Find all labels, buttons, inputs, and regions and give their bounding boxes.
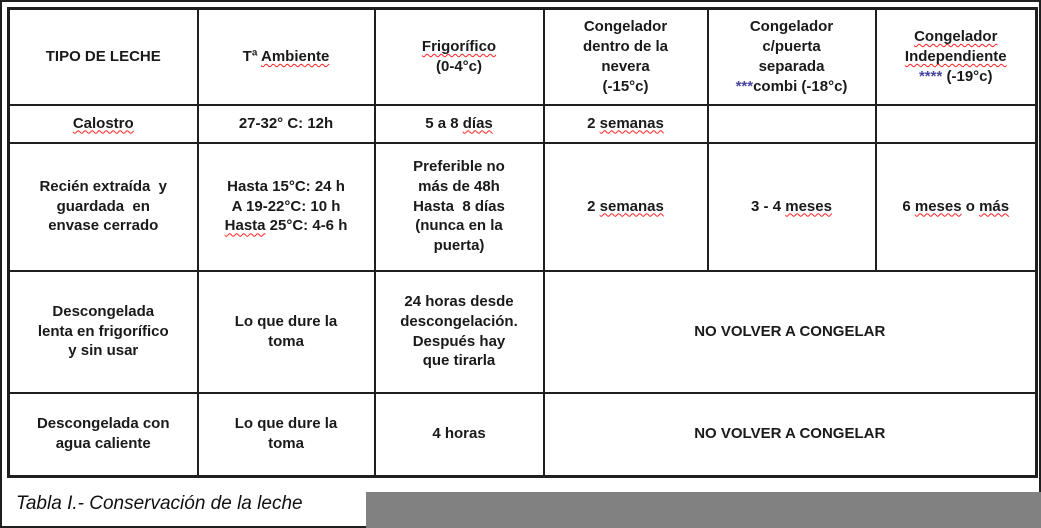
misspelled-word: Independiente bbox=[904, 47, 1007, 65]
text-segment: nevera bbox=[601, 57, 650, 75]
text-segment: NO VOLVER A CONGELAR bbox=[694, 322, 886, 340]
text-segment: Hasta 15°C: 24 h bbox=[227, 177, 345, 195]
header-cell bbox=[708, 9, 876, 105]
misspelled-word: Calostro bbox=[72, 114, 134, 132]
cell-line bbox=[713, 57, 871, 77]
text-segment: Tª bbox=[242, 47, 261, 65]
text-segment: dentro de la bbox=[582, 37, 668, 55]
cell-line bbox=[549, 424, 1032, 444]
cell-line bbox=[14, 47, 193, 67]
cell-line bbox=[203, 47, 370, 67]
misspelled-word: semanas bbox=[599, 197, 664, 215]
table-cell bbox=[9, 143, 198, 271]
text-segment: (0-4°c) bbox=[435, 57, 482, 75]
cell-line bbox=[203, 312, 370, 332]
cell-line bbox=[549, 77, 703, 97]
misspelled-word: Hasta bbox=[224, 217, 266, 235]
table-cell bbox=[9, 271, 198, 393]
cell-line bbox=[380, 37, 539, 57]
text-segment: 24 horas desde bbox=[404, 292, 514, 310]
text-segment: separada bbox=[758, 57, 825, 75]
cell-line bbox=[380, 157, 539, 177]
text-segment: más de 48h bbox=[418, 177, 500, 195]
table-cell bbox=[198, 393, 375, 477]
cell-line bbox=[380, 177, 539, 197]
table-cell bbox=[544, 105, 708, 143]
cell-line bbox=[14, 341, 193, 361]
cell-line bbox=[713, 37, 871, 57]
text-segment: 3 - 4 bbox=[751, 197, 786, 215]
misspelled-word: más bbox=[979, 197, 1010, 215]
text-segment: o bbox=[961, 197, 980, 215]
cell-line bbox=[549, 114, 703, 134]
table-row bbox=[9, 105, 1037, 143]
table-cell bbox=[544, 393, 1037, 477]
table-row bbox=[9, 143, 1037, 271]
text-segment: (-15°c) bbox=[602, 77, 649, 95]
text-segment: 6 bbox=[902, 197, 915, 215]
text-segment: A 19-22°C: 10 h bbox=[231, 197, 341, 215]
text-segment: envase cerrado bbox=[48, 217, 159, 235]
cell-line bbox=[14, 197, 193, 217]
header-cell bbox=[544, 9, 708, 105]
table-cell bbox=[375, 271, 544, 393]
text-segment: (nunca en la bbox=[415, 217, 503, 235]
table-cell bbox=[544, 143, 708, 271]
cell-line bbox=[881, 197, 1032, 217]
cell-line bbox=[881, 47, 1032, 67]
cell-line bbox=[380, 332, 539, 352]
cell-line bbox=[380, 292, 539, 312]
cell-line bbox=[380, 312, 539, 332]
cell-line bbox=[203, 197, 370, 217]
table-cell bbox=[708, 105, 876, 143]
text-segment: agua caliente bbox=[55, 435, 151, 453]
text-segment: Descongelada con bbox=[36, 415, 170, 433]
cell-line bbox=[881, 67, 1032, 87]
table-cell bbox=[9, 393, 198, 477]
text-segment: 25°C: 4-6 h bbox=[265, 217, 348, 235]
cell-line bbox=[549, 57, 703, 77]
cell-line bbox=[203, 216, 370, 236]
text-segment: 2 bbox=[587, 114, 600, 132]
text-segment: 5 a 8 bbox=[425, 114, 463, 132]
text-segment: combi (-18°c) bbox=[753, 77, 848, 95]
table-row bbox=[9, 271, 1037, 393]
table-cell bbox=[375, 393, 544, 477]
cell-line bbox=[203, 177, 370, 197]
table-caption: Tabla I.- Conservación de la leche bbox=[16, 493, 303, 514]
misspelled-word: meses bbox=[785, 197, 832, 215]
cell-line bbox=[881, 27, 1032, 47]
cell-line bbox=[713, 77, 871, 97]
cell-line bbox=[14, 322, 193, 342]
text-segment: que tirarla bbox=[422, 352, 496, 370]
text-segment: descongelación. bbox=[400, 312, 518, 330]
milk-storage-table bbox=[7, 7, 1038, 478]
footnote-asterisks: *** bbox=[735, 77, 754, 95]
cell-line bbox=[14, 414, 193, 434]
text-segment: Hasta 8 días bbox=[413, 197, 505, 215]
table-cell bbox=[198, 143, 375, 271]
table-cell bbox=[544, 271, 1037, 393]
text-segment: c/puerta bbox=[762, 37, 821, 55]
misspelled-word: Congelador bbox=[914, 28, 998, 46]
misspelled-word: meses bbox=[914, 197, 962, 215]
table-cell bbox=[9, 105, 198, 143]
misspelled-word: Frigorífico bbox=[421, 37, 497, 55]
text-segment: y sin usar bbox=[68, 342, 139, 360]
text-segment: puerta) bbox=[433, 237, 485, 255]
caption-area bbox=[2, 490, 1039, 526]
misspelled-word: semanas bbox=[599, 114, 664, 132]
text-segment: (-19°c) bbox=[942, 67, 993, 85]
cell-line bbox=[380, 216, 539, 236]
cell-line bbox=[713, 197, 871, 217]
footnote-asterisks: **** bbox=[918, 67, 943, 85]
table-row bbox=[9, 393, 1037, 477]
cell-line bbox=[203, 332, 370, 352]
cell-line bbox=[549, 17, 703, 37]
text-segment: 2 bbox=[587, 197, 600, 215]
cell-line bbox=[14, 434, 193, 454]
misspelled-word: días bbox=[462, 114, 493, 132]
cell-line bbox=[203, 114, 370, 134]
text-segment: NO VOLVER A CONGELAR bbox=[694, 425, 886, 443]
table-cell bbox=[708, 143, 876, 271]
table-body bbox=[9, 105, 1037, 477]
text-segment: toma bbox=[268, 435, 304, 453]
table-cell bbox=[876, 143, 1037, 271]
table-cell bbox=[375, 105, 544, 143]
cell-line bbox=[203, 414, 370, 434]
text-segment: Recién extraída y bbox=[39, 177, 168, 195]
text-segment: Preferible no bbox=[413, 158, 505, 175]
cell-line bbox=[14, 302, 193, 322]
cell-line bbox=[549, 322, 1032, 342]
cell-line bbox=[14, 216, 193, 236]
cell-line bbox=[380, 57, 539, 77]
header-cell bbox=[198, 9, 375, 105]
cell-line bbox=[203, 434, 370, 454]
cell-line bbox=[380, 114, 539, 134]
cell-line bbox=[380, 197, 539, 217]
header-row bbox=[9, 9, 1037, 105]
gray-highlight-bar bbox=[366, 492, 1041, 528]
text-segment: toma bbox=[268, 332, 304, 350]
cell-line bbox=[713, 17, 871, 37]
text-segment: 27-32° C: 12h bbox=[238, 114, 334, 132]
text-segment: Congelador bbox=[583, 18, 668, 36]
text-segment: 4 horas bbox=[432, 425, 486, 443]
text-segment: guardada en bbox=[56, 197, 150, 215]
header-cell bbox=[876, 9, 1037, 105]
header-cell bbox=[9, 9, 198, 105]
cell-line bbox=[549, 197, 703, 217]
table-cell bbox=[375, 143, 544, 271]
text-segment: Descongelada bbox=[52, 302, 155, 320]
misspelled-word: Ambiente bbox=[260, 47, 330, 65]
cell-line bbox=[380, 351, 539, 371]
cell-line bbox=[14, 114, 193, 134]
text-segment: Después hay bbox=[412, 332, 506, 350]
cell-line bbox=[549, 37, 703, 57]
table-cell bbox=[876, 105, 1037, 143]
table-cell bbox=[198, 105, 375, 143]
cell-line bbox=[380, 236, 539, 256]
text-segment: Congelador bbox=[749, 18, 834, 36]
header-cell bbox=[375, 9, 544, 105]
cell-line bbox=[380, 424, 539, 444]
text-segment: lenta en frigorífico bbox=[37, 322, 169, 340]
text-segment: Lo que dure la bbox=[234, 312, 338, 330]
cell-line bbox=[14, 177, 193, 197]
text-segment: TIPO DE LECHE bbox=[45, 47, 161, 65]
text-segment: Lo que dure la bbox=[234, 415, 338, 433]
table-cell bbox=[198, 271, 375, 393]
